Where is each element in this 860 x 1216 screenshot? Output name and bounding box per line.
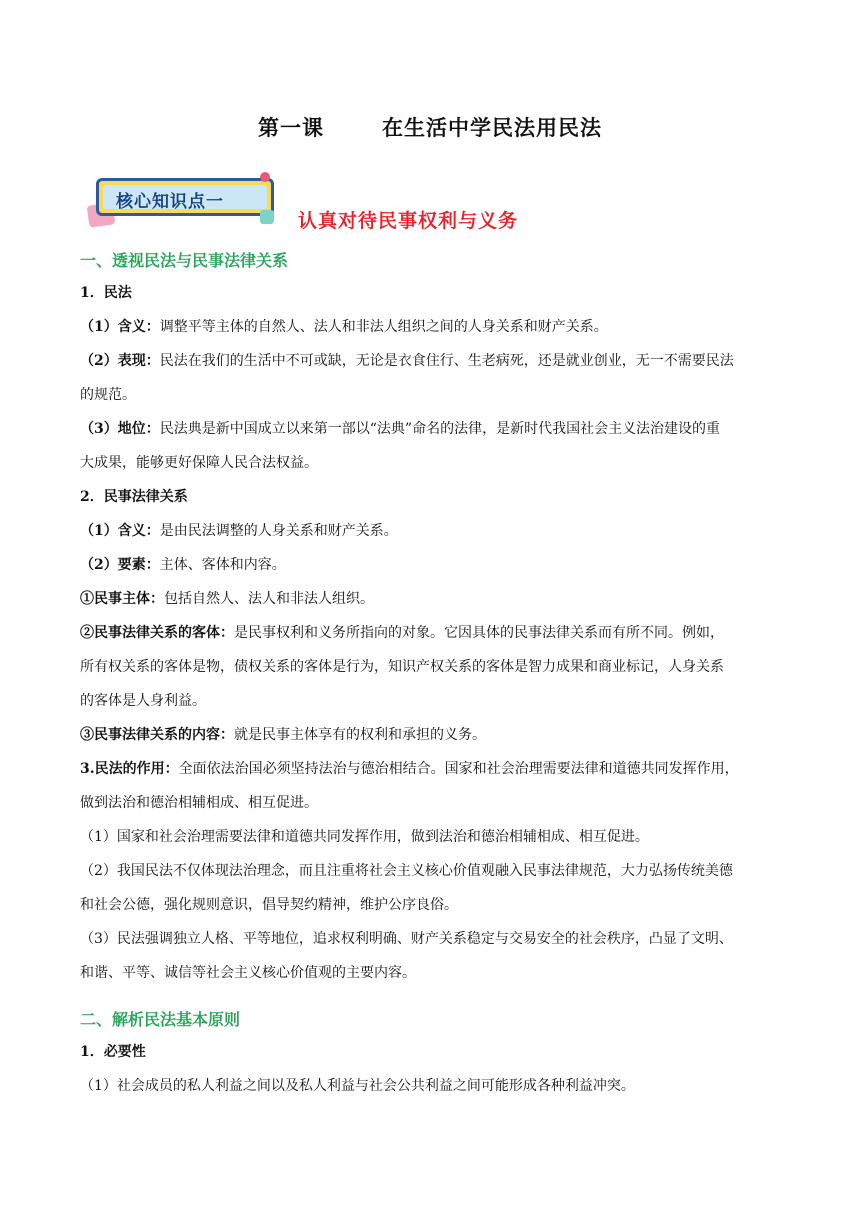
- item-title: 1．必要性: [80, 1044, 146, 1060]
- page-title: [0, 112, 860, 142]
- rel-meaning-label: （1）含义：: [80, 523, 160, 539]
- expression-text-cont: 的规范。: [80, 387, 136, 403]
- status-text: 民法典是新中国成立以来第一部以“法典”命名的法律，是新时代我国社会主义法治建设的重: [159, 421, 721, 437]
- role-point-3-cont: 和谐、平等、诚信等社会主义核心价值观的主要内容。: [80, 965, 416, 981]
- object-text-cont: 的客体是人身利益。: [80, 693, 206, 709]
- expression-label: （2）表现：: [80, 353, 160, 369]
- status-text-cont: 大成果，能够更好保障人民合法权益。: [80, 455, 318, 471]
- role-text-cont: 做到法治和德治相辅相成、相互促进。: [80, 795, 318, 811]
- item-title: 1．民法: [80, 285, 132, 301]
- object-text: 是民事权利和义务所指向的对象。它因具体的民事法律关系而有所不同。例如，: [234, 625, 724, 641]
- badge-label: 核心知识点一: [116, 192, 224, 212]
- content-text: 就是民事主体享有的权利和承担的义务。: [234, 727, 486, 743]
- rel-meaning-text: 是由民法调整的人身关系和财产关系。: [159, 523, 398, 539]
- badge-corner-decoration: [260, 210, 274, 224]
- badge-pin-decoration: [260, 172, 270, 182]
- role-point-3: （3）民法强调独立人格、平等地位，追求权利明确、财产关系稳定与交易安全的社会秩序，凸显了文明、: [80, 931, 733, 947]
- status-label: （3）地位：: [80, 421, 160, 437]
- lesson-number: 第一课: [258, 116, 324, 140]
- role-label: 3.民法的作用：: [80, 761, 179, 777]
- subject-text: 包括自然人、法人和非法人组织。: [164, 591, 374, 607]
- role-point-2: （2）我国民法不仅体现法治理念，而且注重将社会主义核心价值观融入民事法律规范，大力弘扬传统美德: [80, 863, 733, 879]
- elements-label: （2）要素：: [80, 557, 160, 573]
- content-label: ③民事法律关系的内容：: [80, 727, 234, 743]
- role-point-1: （1）国家和社会治理需要法律和道德共同发挥作用，做到法治和德治相辅相成、相互促进。: [80, 829, 649, 845]
- meaning-text: 调整平等主体的自然人、法人和非法人组织之间的人身关系和财产关系。: [159, 319, 608, 335]
- topic-title: 认真对待民事权利与义务: [298, 210, 519, 232]
- section-heading-2: 二、解析民法基本原则: [80, 1010, 241, 1029]
- object-text-cont: 所有权关系的客体是物，债权关系的客体是行为，知识产权关系的客体是智力成果和商业标记，人身关系: [80, 659, 724, 675]
- object-label: ②民事法律关系的客体：: [80, 625, 234, 641]
- meaning-label: （1）含义：: [80, 319, 160, 335]
- necessity-point-1: （1）社会成员的私人利益之间以及私人利益与社会公共利益之间可能形成各种利益冲突。: [80, 1078, 635, 1094]
- section-heading-1: 一、透视民法与民事法律关系: [80, 251, 289, 270]
- elements-text: 主体、客体和内容。: [159, 557, 286, 573]
- core-point-badge: [88, 172, 276, 230]
- section2-body: [80, 1035, 785, 1103]
- subject-label: ①民事主体：: [80, 591, 164, 607]
- expression-text: 民法在我们的生活中不可或缺，无论是衣食住行、生老病死，还是就业创业，无一不需要民法: [159, 353, 734, 369]
- role-point-2-cont: 和社会公德，强化规则意识，倡导契约精神，维护公序良俗。: [80, 897, 458, 913]
- item-title: 2．民事法律关系: [80, 489, 188, 505]
- lesson-title: 在生活中学民法用民法: [382, 116, 602, 140]
- role-text: 全面依法治国必须坚持法治与德治相结合。国家和社会治理需要法律和道德共同发挥作用，: [178, 761, 739, 777]
- section1-body: [80, 276, 785, 990]
